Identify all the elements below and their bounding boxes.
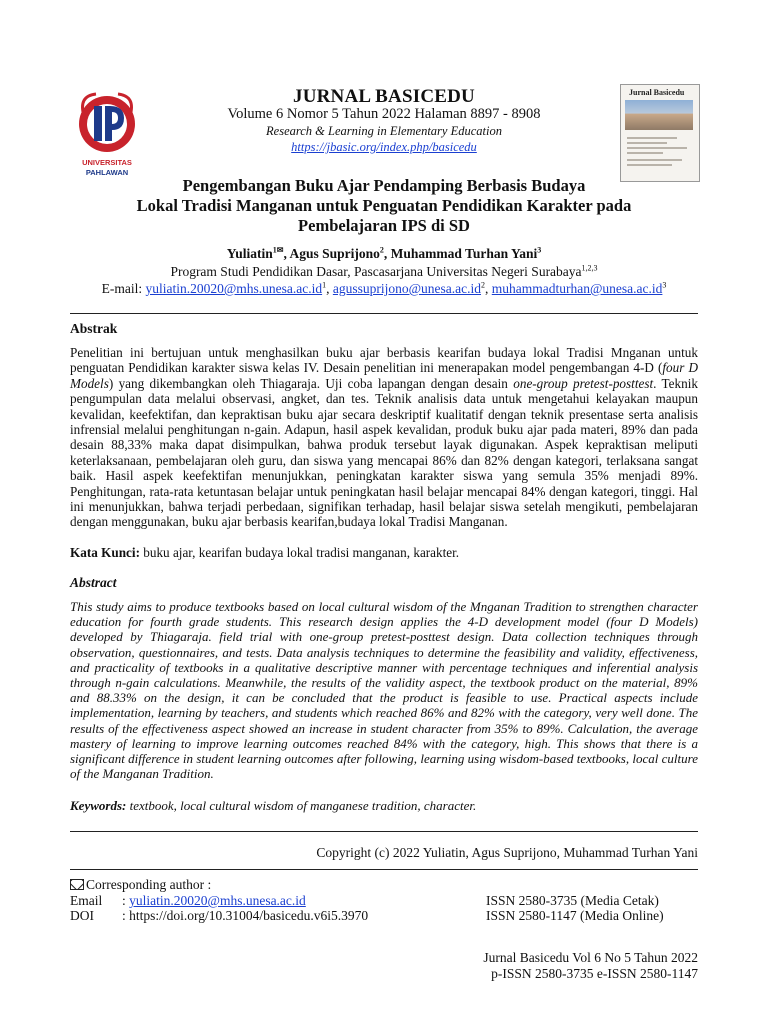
journal-cover-thumbnail <box>620 84 700 182</box>
journal-title: JURNAL BASICEDU <box>293 86 475 107</box>
cover-photo <box>625 100 693 130</box>
keywords: Keywords: textbook, local cultural wisdom of manganese tradition, character. <box>70 798 477 813</box>
copyright-notice: Copyright (c) 2022 Yuliatin, Agus Suprijono, Muhammad Turhan Yani <box>316 845 698 860</box>
divider <box>70 831 698 832</box>
envelope-icon <box>70 879 84 890</box>
volume-info: Volume 6 Nomor 5 Tahun 2022 Halaman 8897 - 8908 <box>227 106 541 122</box>
divider <box>70 869 698 870</box>
title-line-1: Pengembangan Buku Ajar Pendamping Berbasis Budaya <box>182 176 586 195</box>
svg-text:UNIVERSITAS: UNIVERSITAS <box>82 158 132 167</box>
article-title <box>80 176 688 236</box>
doi-text: : https://doi.org/10.31004/basicedu.v6i5.3970 <box>122 908 369 923</box>
title-line-3: Pembelajaran IPS di SD <box>298 216 470 235</box>
corr-email-link[interactable]: yuliatin.20020@mhs.unesa.ac.id <box>129 893 306 908</box>
abstrak-heading: Abstrak <box>70 321 118 336</box>
email-link-3[interactable]: muhammadturhan@unesa.ac.id <box>491 281 663 296</box>
journal-url-link[interactable]: https://jbasic.org/index.php/basicedu <box>291 140 477 154</box>
author-2: Agus Suprijono <box>289 246 380 261</box>
journal-tagline: Research & Learning in Elementary Education <box>266 124 502 138</box>
author-emails: E-mail: $yuliatin.20020@mhs.unesa.ac.id^1$, $agussuprijono@unesa.ac.id^2$, $muhammadturhan@unesa.ac.id^3$ <box>101 280 667 296</box>
kata-kunci: Kata Kunci: buku ajar, kearifan budaya lokal tradisi manganan, karakter. <box>70 545 460 560</box>
corr-doi-row: DOI : https://doi.org/10.31004/basicedu.v6i5.3970 <box>70 908 369 923</box>
issn-online: ISSN 2580-1147 (Media Online) <box>486 908 664 923</box>
university-logo <box>72 86 142 186</box>
abstrak-body: Penelitian ini bertujuan untuk menghasilkan buku ajar berbasis kearifan budaya lokal Tradisi Mnganan untuk penguatan Pendidikan karakter siswa kelas IV. Desain penelitian ini menerapakan model pengembangan 4-D (four D Models) yang dikembangkan oleh Thiagaraja. Uji coba lapangan dengan desain one-group pretest-posttest. Teknik pengumpulan data melalui observasi, angket, dan tes. Teknik analisis data untuk mengetahui kelayakan maupun kevalidan, keefektifan, dan kepraktisan buku ajar secara deskriptif kualitatif dengan teknik presentase serta analisis infrensial melalui penghitungan n-gain. Adapun, hasil aspek kevalidan, produk buku ajar pada materi, 89% dan pada desain 88,33% maka dapat disimpulkan, bahwa produk tersebut layak digunakan. Aspek kepraktisan meliputi keterlaksanaan, pembelajaran oleh guru, dan siswa yang mencapai 86% dan 82% dengan kategori, terlaksana sangat baik. Hasil aspek keefektifan menunjukkan, peningkatan karakter siswa yang semula 35% menjadi 89%. Penghitungan, rata-rata ketuntasan belajar untuk peningkatan hasil belajar mencapai 84% dengan kategori, tinggi. Hal ini menunjukkan, bahwa terjadi perbedaan, signifikan terhadap, hasil belajar siswa setelah mengikuti, pembelajaran dengan menggunakan, buku ajar berbasis kearifan,budaya lokal Tradisi Manganan. <box>70 345 698 530</box>
svg-text:PAHLAWAN: PAHLAWAN <box>85 168 129 177</box>
cover-title: Jurnal Basicedu <box>629 88 685 97</box>
email-link-1[interactable]: yuliatin.20020@mhs.unesa.ac.id <box>145 281 323 296</box>
author-3: Muhammad Turhan Yani <box>390 246 538 261</box>
abstract-body: This study aims to produce textbooks based on local cultural wisdom of the Mnganan Tradition to strengthen character education for fourth grade students. This research design applies the 4-D development model (four D Models) developed by Thiagaraja. field trial with one-group pretest-posttest design. Data collection techniques through observation, questionnaires, and tests. Data analysis techniques to determine the feasibility and validity, effectiveness, and practicality of textbooks in a qualitative descriptive manner with percentage techniques and inferential analysis through n-gain calculations. Meanwhile, the results of the validity aspect, the textbook product on the material, 89% and 88.33% on the design, it can be concluded that the product is feasible to use. Practical aspects include implementation, learning by teachers, and students which reached 86% and 82% with the category, very well done. The results of the effectiveness aspect showed an increase in student character from 35% to 89%. Calculation, the average mastery of learning to improve learning outcomes reached 84% with the category, high. This shows that there is a significant difference in student learning outcomes after following, learning using wisdom-based textbooks, local culture of the Manganan Tradition. <box>70 599 698 782</box>
footer-issn: p-ISSN 2580-3735 e-ISSN 2580-1147 <box>491 966 698 981</box>
issn-print: ISSN 2580-3735 (Media Cetak) <box>486 893 659 908</box>
email-link-2[interactable]: agussuprijono@unesa.ac.id <box>332 281 482 296</box>
corresponding-author: Corresponding author : <box>70 877 211 893</box>
abstract-heading: Abstract <box>70 575 117 590</box>
affiliation: Program Studi Pendidikan Dasar, Pascasarjana Universitas Negeri Surabaya$^{1,2,3}$ <box>170 263 598 279</box>
title-line-2: Lokal Tradisi Manganan untuk Penguatan Pendidikan Karakter pada <box>136 196 632 215</box>
author-list: Yuliatin$^{1✉}$, Agus Suprijono$^2$, Muhammad Turhan Yani$^3$ <box>226 245 542 261</box>
divider <box>70 313 698 314</box>
footer-journal-info: Jurnal Basicedu Vol 6 No 5 Tahun 2022 <box>483 950 698 965</box>
author-1: Yuliatin <box>226 246 273 261</box>
corr-email-row: Email : yuliatin.20020@mhs.unesa.ac.id <box>70 893 306 908</box>
